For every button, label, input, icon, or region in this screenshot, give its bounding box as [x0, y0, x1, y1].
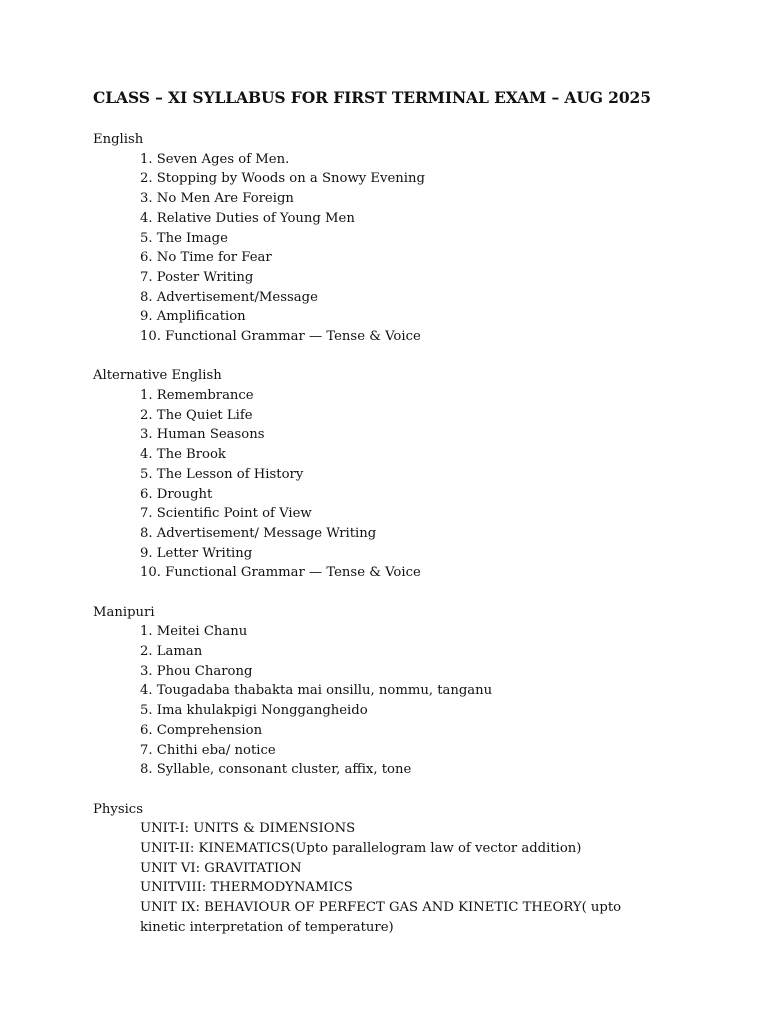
list-item: 8. Syllable, consonant cluster, affix, tone	[140, 762, 412, 778]
list-item: 2. The Quiet Life	[140, 407, 253, 423]
topic-list	[93, 622, 733, 780]
subject-heading: English	[93, 132, 144, 147]
subject-heading: Physics	[93, 801, 143, 817]
list-item: 4. The Brook	[140, 447, 226, 463]
topic-list	[93, 150, 733, 347]
list-item: 1. Remembrance	[140, 388, 254, 404]
list-item: 5. Ima khulakpigi Nonggangheido	[140, 703, 368, 719]
list-item: 2. Stopping by Woods on a Snowy Evening	[140, 171, 425, 187]
unit-item: UNITVIII: THERMODYNAMICS	[140, 880, 353, 896]
list-item: 3. Phou Charong	[140, 663, 253, 679]
list-item: 8. Advertisement/Message	[140, 289, 318, 305]
list-item: 5. The Image	[140, 230, 228, 246]
list-item: 10. Functional Grammar — Tense & Voice	[140, 565, 421, 581]
list-item: 1. Meitei Chanu	[140, 624, 248, 640]
unit-item: UNIT VI: GRAVITATION	[140, 860, 302, 876]
section-physics	[93, 800, 733, 938]
list-item: 4. Relative Duties of Young Men	[140, 210, 355, 226]
list-item: 4. Tougadaba thabakta mai onsillu, nommu, tanganu	[140, 683, 493, 699]
unit-item: UNIT-II: KINEMATICS(Upto parallelogram law of vector addition)	[140, 840, 582, 856]
list-item: 6. Comprehension	[140, 722, 263, 738]
document-page	[93, 88, 733, 957]
subject-heading: Alternative English	[93, 368, 222, 384]
list-item: 10. Functional Grammar — Tense & Voice	[140, 329, 421, 345]
list-item: 6. Drought	[140, 486, 213, 502]
unit-item: UNIT-I: UNITS & DIMENSIONS	[140, 821, 356, 837]
section-manipuri	[93, 603, 733, 780]
list-item: 7. Scientific Point of View	[140, 506, 312, 522]
list-item: 3. No Men Are Foreign	[140, 191, 294, 207]
section-english	[93, 130, 733, 347]
list-item: 9. Amplification	[140, 309, 246, 325]
list-item: 3. Human Seasons	[140, 427, 265, 443]
section-alternative-english	[93, 366, 733, 583]
list-item: 5. The Lesson of History	[140, 466, 304, 482]
list-item: 6. No Time for Fear	[140, 250, 272, 266]
unit-item: UNIT IX: BEHAVIOUR OF PERFECT GAS AND KINETIC THEORY( upto kinetic interpretation of temperature)	[140, 900, 622, 935]
list-item: 1. Seven Ages of Men.	[140, 151, 290, 167]
document-title: CLASS – XI SYLLABUS FOR FIRST TERMINAL EXAM – AUG 2025	[93, 88, 651, 107]
topic-list	[93, 386, 733, 583]
subject-heading: Manipuri	[93, 604, 155, 620]
list-item: 8. Advertisement/ Message Writing	[140, 525, 377, 541]
list-item: 7. Chithi eba/ notice	[140, 742, 276, 758]
unit-list	[93, 819, 660, 937]
list-item: 7. Poster Writing	[140, 269, 254, 285]
list-item: 9. Letter Writing	[140, 545, 253, 561]
list-item: 2. Laman	[140, 644, 203, 660]
